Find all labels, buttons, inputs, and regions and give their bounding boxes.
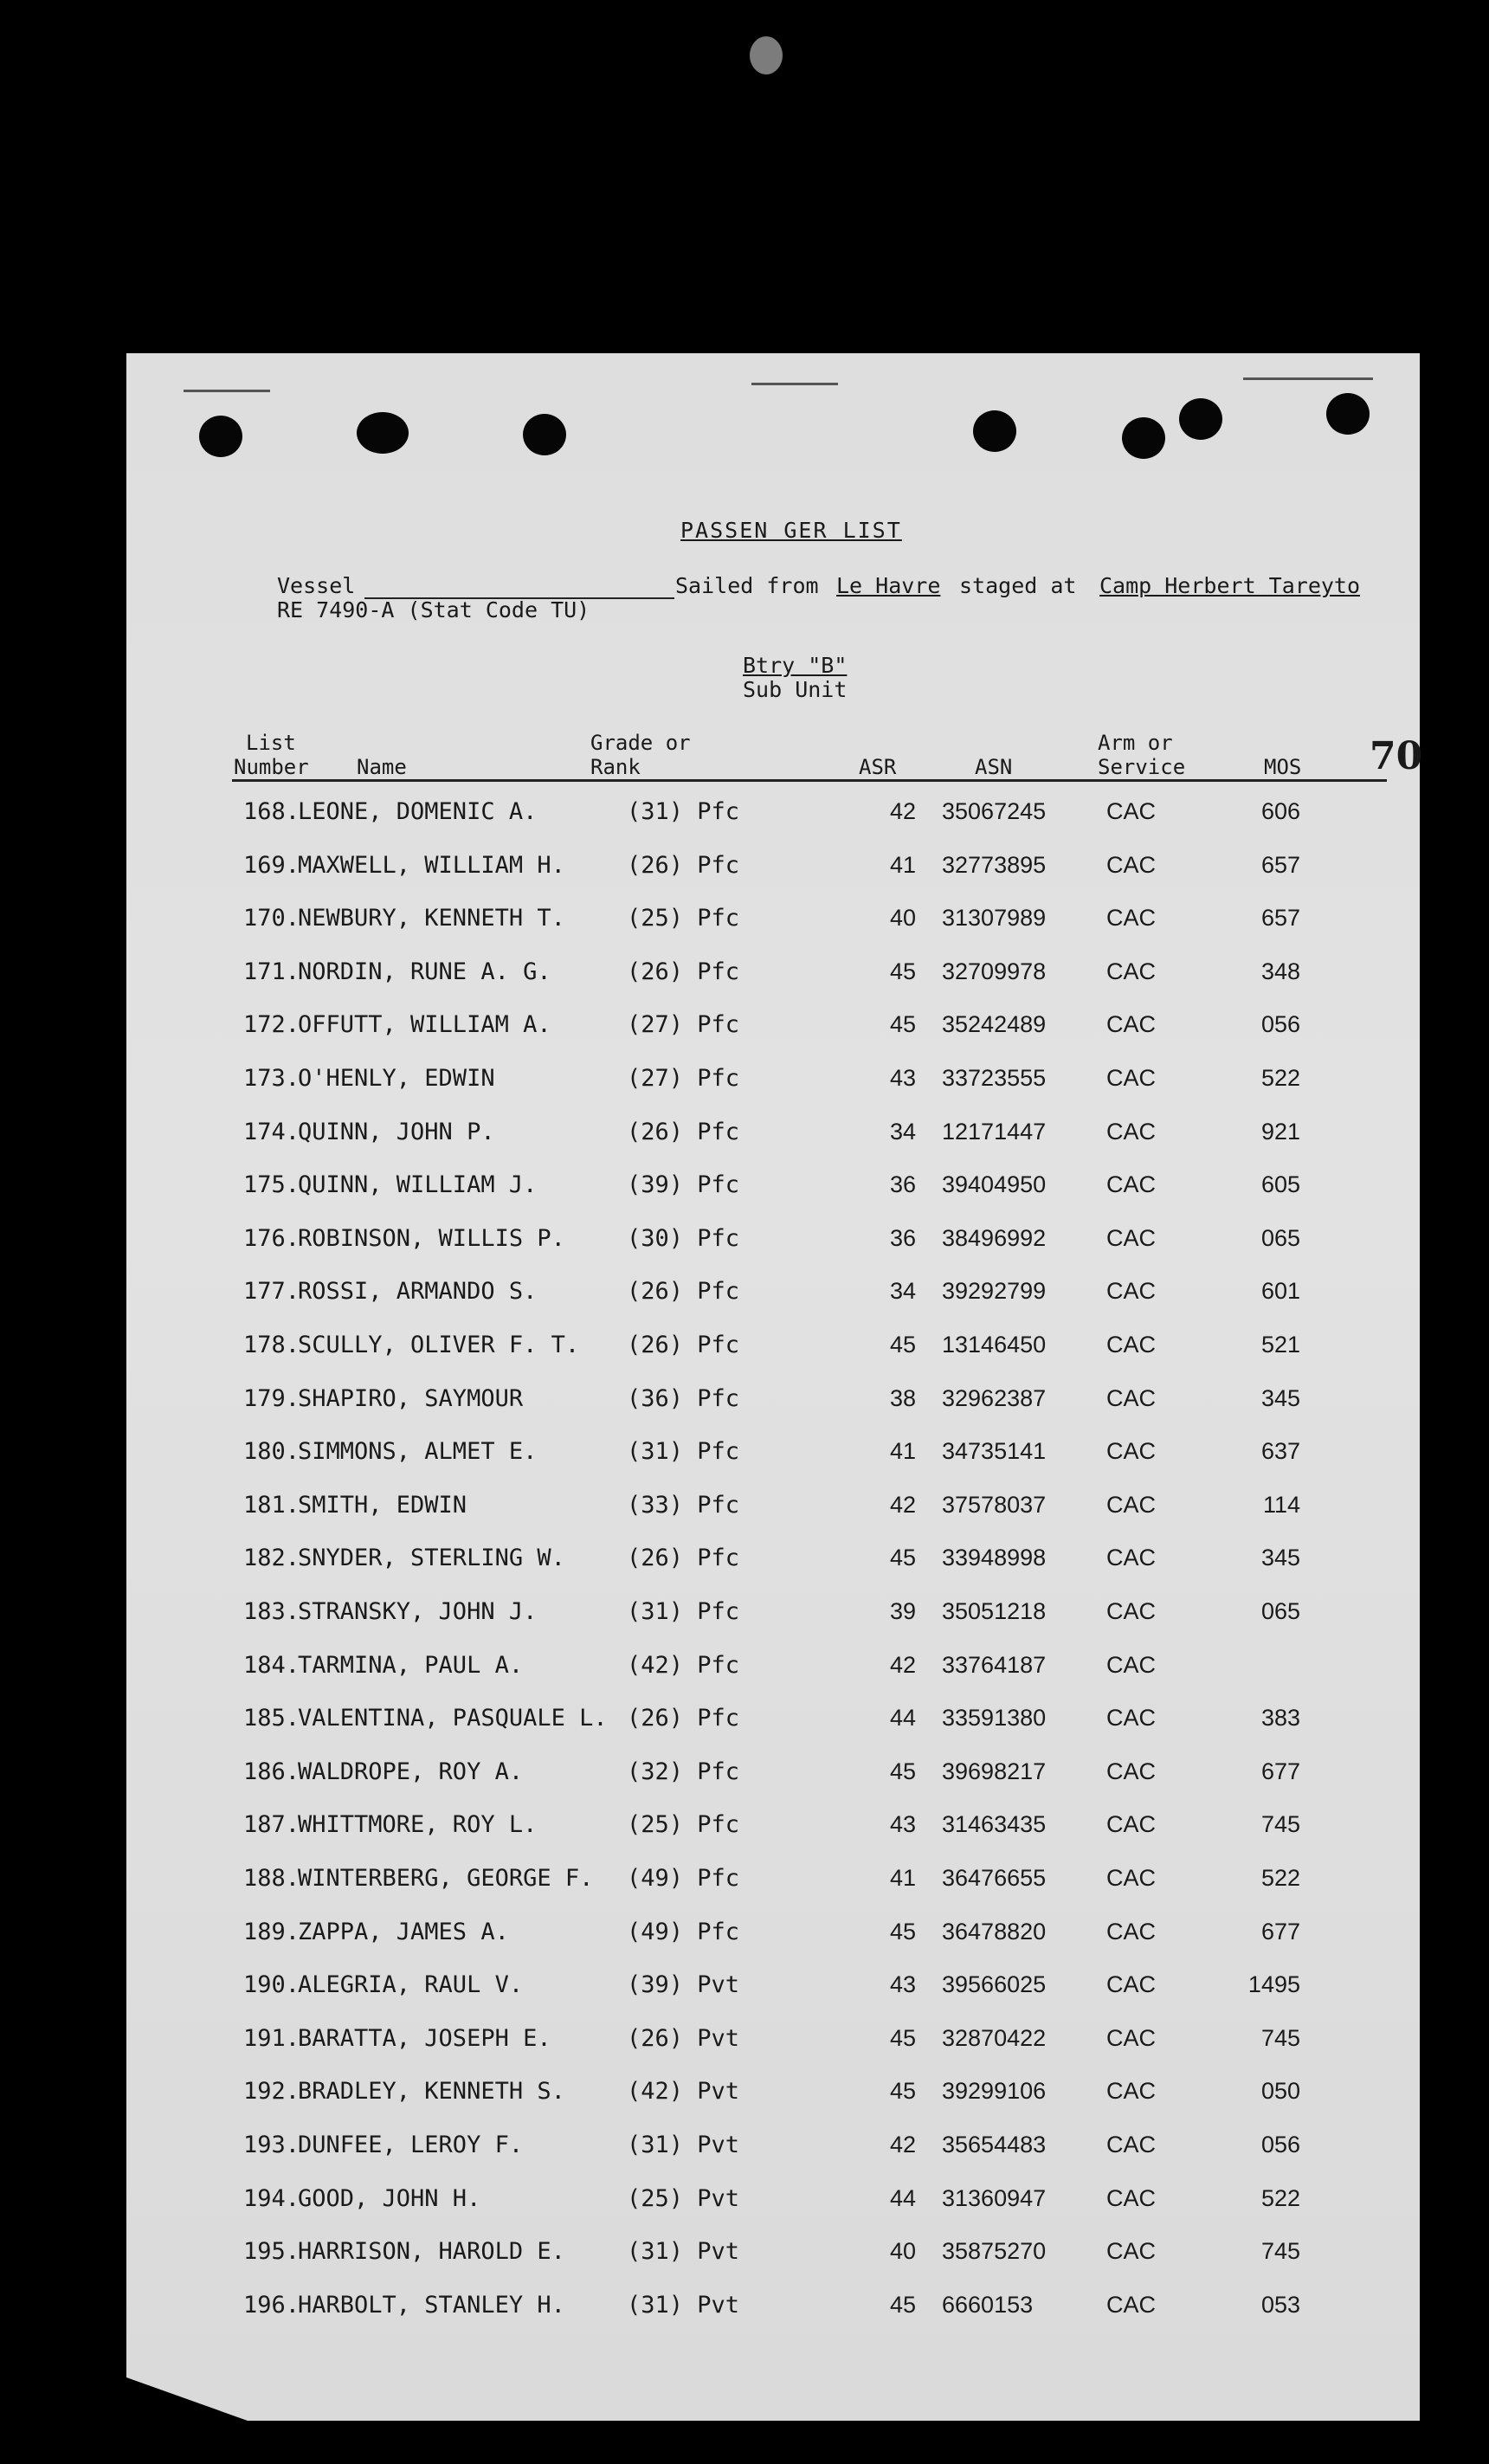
cell-asr: 45 — [889, 1332, 916, 1358]
cell-num: 170. — [242, 905, 300, 932]
re-code: RE 7490-A (Stat Code TU) — [277, 597, 590, 622]
cell-grade: (26) Pfc — [627, 1278, 740, 1306]
cell-name: NORDIN, RUNE A. G. — [298, 958, 551, 985]
cell-grade: (25) Pvt — [627, 2184, 740, 2212]
cell-name: SCULLY, OLIVER F. T. — [298, 1332, 580, 1358]
cell-asr: 45 — [889, 1758, 916, 1784]
cell-arm: CAC — [1106, 2238, 1157, 2265]
cell-num: 183. — [242, 1598, 300, 1625]
cell-name: QUINN, JOHN P. — [298, 1118, 495, 1145]
cell-arm: CAC — [1106, 1651, 1157, 1678]
passenger-list-sheet — [126, 353, 1423, 2421]
cell-num: 180. — [242, 1438, 300, 1466]
cell-asr: 45 — [889, 1918, 916, 1945]
cell-name: LEONE, DOMENIC A. — [298, 798, 538, 825]
cell-name: SIMMONS, ALMET E. — [298, 1438, 538, 1466]
cell-asr: 36 — [889, 1171, 916, 1198]
cell-asn: 35654483 — [942, 2132, 1047, 2158]
punch-hole-icon — [973, 410, 1016, 452]
cell-name: SMITH, EDWIN — [298, 1491, 467, 1519]
cell-asn: 33948998 — [942, 1545, 1047, 1571]
cell-grade: (31) Pvt — [627, 2291, 740, 2319]
cell-name: QUINN, WILLIAM J. — [298, 1171, 538, 1199]
cell-grade: (42) Pfc — [627, 1651, 740, 1679]
table-row — [126, 2132, 1420, 2166]
cell-arm: CAC — [1106, 1865, 1157, 1891]
cell-asn: 37578037 — [942, 1491, 1047, 1518]
table-row — [126, 1278, 1420, 1313]
cell-name: O'HENLY, EDWIN — [298, 1065, 495, 1092]
cell-mos: 522 — [1260, 1065, 1300, 1091]
cell-asn: 35242489 — [942, 1011, 1047, 1038]
table-row — [126, 2292, 1420, 2326]
col-grade-label: Grade or — [590, 731, 691, 755]
table-row — [126, 2078, 1420, 2112]
cell-name: ROSSI, ARMANDO S. — [298, 1278, 538, 1306]
cell-arm: CAC — [1106, 1118, 1157, 1145]
cell-grade: (31) Pfc — [627, 1598, 740, 1625]
cell-arm: CAC — [1106, 1705, 1157, 1732]
cell-num: 168. — [242, 798, 300, 825]
cell-name: STRANSKY, JOHN J. — [298, 1598, 538, 1625]
cell-arm: CAC — [1106, 851, 1157, 878]
cell-name: GOOD, JOHN H. — [298, 2184, 481, 2212]
cell-grade: (26) Pfc — [627, 958, 740, 985]
table-row — [126, 2185, 1420, 2220]
table-row — [126, 1758, 1420, 1793]
cell-arm: CAC — [1106, 1384, 1157, 1411]
cell-name: WHITTMORE, ROY L. — [298, 1811, 538, 1839]
cell-mos: 348 — [1260, 958, 1300, 984]
cell-asn: 13146450 — [942, 1332, 1047, 1358]
col-asn-label: ASN — [975, 755, 1013, 779]
battery-label: Btry "B" — [743, 653, 848, 678]
cell-grade: (39) Pvt — [627, 1971, 740, 1999]
cell-arm: CAC — [1106, 1545, 1157, 1571]
cell-num: 173. — [242, 1065, 300, 1092]
punch-hole-icon — [523, 414, 566, 455]
cell-grade: (33) Pfc — [627, 1491, 740, 1519]
cell-num: 185. — [242, 1705, 300, 1732]
cell-asr: 40 — [889, 905, 916, 932]
cell-grade: (26) Pfc — [627, 1705, 740, 1732]
cell-asn: 36476655 — [942, 1865, 1047, 1891]
cell-num: 175. — [242, 1171, 300, 1199]
cell-mos: 114 — [1262, 1491, 1300, 1518]
cell-num: 190. — [242, 1971, 300, 1999]
cell-asn: 39292799 — [942, 1278, 1047, 1305]
table-row — [126, 798, 1420, 833]
cell-arm: CAC — [1106, 1811, 1157, 1838]
cell-name: BARATTA, JOSEPH E. — [298, 2024, 551, 2052]
table-row — [126, 1865, 1420, 1900]
table-row — [126, 1385, 1420, 1420]
table-row — [126, 1438, 1420, 1473]
cell-grade: (49) Pfc — [627, 1865, 740, 1892]
cell-asr: 39 — [889, 1598, 916, 1624]
cell-grade: (27) Pfc — [627, 1065, 740, 1092]
cell-asr: 45 — [889, 958, 916, 984]
cell-mos: 657 — [1260, 851, 1300, 878]
cell-name: OFFUTT, WILLIAM A. — [298, 1011, 551, 1039]
cell-asr: 45 — [889, 2291, 916, 2318]
cell-name: MAXWELL, WILLIAM H. — [298, 851, 565, 879]
punch-hole-icon — [199, 416, 242, 457]
cell-asr: 34 — [889, 1278, 916, 1305]
cell-name: HARBOLT, STANLEY H. — [298, 2291, 565, 2319]
table-row — [126, 852, 1420, 887]
cell-num: 193. — [242, 2132, 300, 2158]
cell-asn: 31307989 — [942, 905, 1047, 932]
cell-num: 181. — [242, 1491, 300, 1519]
cell-asr: 41 — [889, 851, 916, 878]
cell-arm: CAC — [1106, 1758, 1157, 1784]
cell-mos: 677 — [1260, 1918, 1300, 1945]
cell-arm: CAC — [1106, 798, 1157, 824]
cell-arm: CAC — [1106, 2291, 1157, 2318]
fold-mark — [184, 390, 270, 392]
page-title: PASSEN GER LIST — [680, 518, 902, 543]
cell-mos: 522 — [1260, 1865, 1300, 1891]
cell-asr: 45 — [889, 1011, 916, 1038]
cell-num: 192. — [242, 2078, 300, 2106]
cell-asn: 32773895 — [942, 851, 1047, 878]
cell-asn: 35875270 — [942, 2238, 1047, 2265]
table-row — [126, 1225, 1420, 1260]
col-number-label: Number — [234, 755, 309, 779]
cell-num: 177. — [242, 1278, 300, 1306]
cell-grade: (36) Pfc — [627, 1384, 740, 1412]
cell-asn: 32870422 — [942, 2024, 1047, 2051]
cell-num: 176. — [242, 1224, 300, 1252]
cell-name: HARRISON, HAROLD E. — [298, 2238, 565, 2266]
cell-asr: 40 — [889, 2238, 916, 2265]
cell-grade: (25) Pfc — [627, 1811, 740, 1839]
cell-mos: 677 — [1260, 1758, 1300, 1784]
cell-grade: (42) Pvt — [627, 2078, 740, 2106]
cell-num: 191. — [242, 2024, 300, 2052]
cell-asr: 36 — [889, 1224, 916, 1251]
cell-grade: (26) Pfc — [627, 851, 740, 879]
table-row — [126, 1919, 1420, 1953]
cell-mos: 521 — [1260, 1332, 1300, 1358]
cell-asr: 45 — [889, 2078, 916, 2105]
cell-mos: 606 — [1260, 798, 1300, 824]
punch-hole-icon — [1326, 393, 1370, 435]
table-row — [126, 958, 1420, 993]
cell-arm: CAC — [1106, 905, 1157, 932]
cell-mos: 056 — [1260, 1011, 1300, 1038]
vessel-label: Vessel — [277, 573, 356, 598]
cell-num: 182. — [242, 1545, 300, 1572]
cell-grade: (26) Pfc — [627, 1332, 740, 1358]
cell-asr: 44 — [889, 1705, 916, 1732]
cell-mos: 657 — [1260, 905, 1300, 932]
cell-mos: 050 — [1260, 2078, 1300, 2105]
cell-asn: 32709978 — [942, 958, 1047, 984]
table-row — [126, 1705, 1420, 1739]
cell-asn: 31360947 — [942, 2184, 1047, 2211]
cell-mos: 637 — [1260, 1438, 1300, 1465]
table-row — [126, 1811, 1420, 1846]
cell-arm: CAC — [1106, 2184, 1157, 2211]
cell-name: ZAPPA, JAMES A. — [298, 1918, 509, 1945]
punch-hole-icon — [1179, 398, 1222, 440]
cell-arm: CAC — [1106, 2078, 1157, 2105]
table-row — [126, 1065, 1420, 1100]
cell-asn: 36478820 — [942, 1918, 1047, 1945]
cell-asr: 44 — [889, 2184, 916, 2211]
cell-name: WINTERBERG, GEORGE F. — [298, 1865, 594, 1892]
cell-grade: (26) Pvt — [627, 2024, 740, 2052]
cell-grade: (49) Pfc — [627, 1918, 740, 1945]
cell-name: WALDROPE, ROY A. — [298, 1758, 524, 1785]
cell-name: SHAPIRO, SAYMOUR — [298, 1384, 524, 1412]
cell-arm: CAC — [1106, 1491, 1157, 1518]
table-row — [126, 2238, 1420, 2273]
cell-grade: (39) Pfc — [627, 1171, 740, 1199]
cell-asn: 39566025 — [942, 1971, 1047, 1998]
cell-name: SNYDER, STERLING W. — [298, 1545, 565, 1572]
cell-num: 195. — [242, 2238, 300, 2266]
cell-grade: (31) Pvt — [627, 2238, 740, 2266]
cell-num: 196. — [242, 2291, 300, 2319]
cell-asr: 45 — [889, 1545, 916, 1571]
page-number: 70 — [1370, 734, 1423, 778]
cell-asr: 41 — [889, 1438, 916, 1465]
fold-mark — [1243, 377, 1373, 380]
cell-asn: 39698217 — [942, 1758, 1047, 1784]
cell-grade: (31) Pfc — [627, 798, 740, 825]
cell-mos: 383 — [1260, 1705, 1300, 1732]
cell-mos: 053 — [1260, 2291, 1300, 2318]
col-service-label: Service — [1098, 755, 1186, 779]
cell-asn: 39404950 — [942, 1171, 1047, 1198]
cell-mos: 1495 — [1247, 1971, 1300, 1998]
table-row — [126, 1492, 1420, 1526]
cell-num: 187. — [242, 1811, 300, 1839]
col-mos-label: MOS — [1264, 755, 1302, 779]
cell-num: 174. — [242, 1118, 300, 1145]
cell-num: 169. — [242, 851, 300, 879]
table-row — [126, 1652, 1420, 1687]
cell-grade: (32) Pfc — [627, 1758, 740, 1785]
staged-at-value: Camp Herbert Tareyto — [1099, 573, 1361, 598]
punch-hole-icon — [1122, 417, 1165, 459]
cell-asr: 41 — [889, 1865, 916, 1891]
cell-asr: 43 — [889, 1065, 916, 1091]
torn-corner — [126, 2377, 248, 2421]
cell-mos: 605 — [1260, 1171, 1300, 1198]
cell-num: 178. — [242, 1332, 300, 1358]
cell-arm: CAC — [1106, 1011, 1157, 1038]
cell-name: TARMINA, PAUL A. — [298, 1651, 524, 1679]
cell-name: DUNFEE, LEROY F. — [298, 2132, 524, 2158]
cell-arm: CAC — [1106, 2132, 1157, 2158]
cell-mos: 065 — [1260, 1598, 1300, 1624]
cell-mos: 345 — [1260, 1545, 1300, 1571]
cell-grade: (26) Pfc — [627, 1545, 740, 1572]
cell-mos: 522 — [1260, 2184, 1300, 2211]
cell-name: NEWBURY, KENNETH T. — [298, 905, 565, 932]
table-row — [126, 1332, 1420, 1366]
cell-arm: CAC — [1106, 1918, 1157, 1945]
cell-asn: 6660153 — [942, 2291, 1034, 2318]
cell-asr: 42 — [889, 1491, 916, 1518]
cell-grade: (31) Pvt — [627, 2132, 740, 2158]
cell-num: 188. — [242, 1865, 300, 1892]
cell-grade: (30) Pfc — [627, 1224, 740, 1252]
cell-asr: 42 — [889, 1651, 916, 1678]
col-asr-label: ASR — [859, 755, 897, 779]
fold-mark — [751, 383, 838, 385]
cell-name: BRADLEY, KENNETH S. — [298, 2078, 565, 2106]
table-row — [126, 1971, 1420, 2006]
cell-asr: 42 — [889, 2132, 916, 2158]
cell-asn: 31463435 — [942, 1811, 1047, 1838]
cell-asr: 42 — [889, 798, 916, 824]
cell-asn: 33764187 — [942, 1651, 1047, 1678]
cell-arm: CAC — [1106, 1171, 1157, 1198]
cell-asn: 39299106 — [942, 2078, 1047, 2105]
film-speck — [750, 36, 783, 74]
cell-mos: 745 — [1260, 2024, 1300, 2051]
sub-unit-label: Sub Unit — [743, 677, 848, 702]
cell-arm: CAC — [1106, 1224, 1157, 1251]
cell-num: 171. — [242, 958, 300, 985]
cell-arm: CAC — [1106, 1065, 1157, 1091]
cell-name: VALENTINA, PASQUALE L. — [298, 1705, 608, 1732]
cell-asn: 33723555 — [942, 1065, 1047, 1091]
cell-mos: 065 — [1260, 1224, 1300, 1251]
cell-grade: (25) Pfc — [627, 905, 740, 932]
cell-num: 186. — [242, 1758, 300, 1785]
cell-arm: CAC — [1106, 2024, 1157, 2051]
table-row — [126, 1545, 1420, 1579]
table-row — [126, 1171, 1420, 1206]
cell-arm: CAC — [1106, 1971, 1157, 1998]
col-list-label: List — [246, 731, 296, 755]
cell-arm: CAC — [1106, 1332, 1157, 1358]
cell-arm: CAC — [1106, 958, 1157, 984]
cell-arm: CAC — [1106, 1598, 1157, 1624]
cell-name: ROBINSON, WILLIS P. — [298, 1224, 565, 1252]
table-row — [126, 2025, 1420, 2060]
cell-grade: (26) Pfc — [627, 1118, 740, 1145]
cell-mos: 345 — [1260, 1384, 1300, 1411]
cell-asn: 12171447 — [942, 1118, 1047, 1145]
table-row — [126, 1119, 1420, 1153]
cell-num: 189. — [242, 1918, 300, 1945]
cell-mos: 745 — [1260, 2238, 1300, 2265]
table-row — [126, 1011, 1420, 1046]
col-arm-label: Arm or — [1098, 731, 1173, 755]
col-rank-label: Rank — [590, 755, 641, 779]
cell-arm: CAC — [1106, 1278, 1157, 1305]
cell-asr: 45 — [889, 2024, 916, 2051]
table-row — [126, 905, 1420, 939]
cell-mos: 921 — [1260, 1118, 1300, 1145]
cell-asr: 38 — [889, 1384, 916, 1411]
cell-asr: 34 — [889, 1118, 916, 1145]
sailed-label: Sailed from — [675, 573, 819, 598]
header-rule — [232, 779, 1387, 782]
cell-asr: 43 — [889, 1971, 916, 1998]
cell-asn: 38496992 — [942, 1224, 1047, 1251]
cell-asn: 32962387 — [942, 1384, 1047, 1411]
cell-asn: 33591380 — [942, 1705, 1047, 1732]
cell-num: 194. — [242, 2184, 300, 2212]
cell-asn: 35067245 — [942, 798, 1047, 824]
staged-label: staged at — [959, 573, 1077, 598]
cell-name: ALEGRIA, RAUL V. — [298, 1971, 524, 1999]
cell-asn: 35051218 — [942, 1598, 1047, 1624]
cell-grade: (27) Pfc — [627, 1011, 740, 1039]
cell-grade: (31) Pfc — [627, 1438, 740, 1466]
punch-hole-icon — [357, 412, 409, 454]
cell-arm: CAC — [1106, 1438, 1157, 1465]
cell-mos: 056 — [1260, 2132, 1300, 2158]
cell-num: 172. — [242, 1011, 300, 1039]
cell-mos: 601 — [1260, 1278, 1300, 1305]
cell-mos: 745 — [1260, 1811, 1300, 1838]
sailed-from-value: Le Havre — [836, 573, 941, 598]
cell-num: 184. — [242, 1651, 300, 1679]
cell-num: 179. — [242, 1384, 300, 1412]
col-name-label: Name — [357, 755, 407, 779]
cell-asn: 34735141 — [942, 1438, 1047, 1465]
cell-asr: 43 — [889, 1811, 916, 1838]
table-row — [126, 1598, 1420, 1633]
